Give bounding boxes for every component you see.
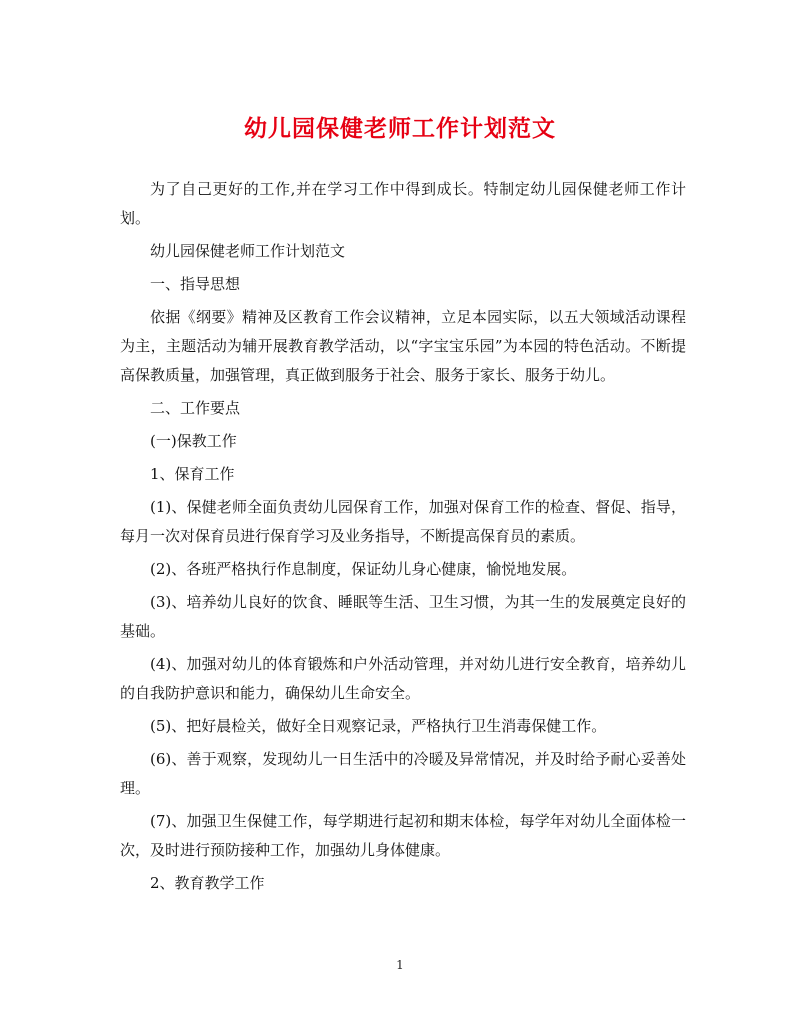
list-item-6: (6)、善于观察，发现幼儿一日生活中的冷暖及异常情况，并及时给予耐心妥善处理。 (120, 750, 686, 797)
heading-care-education: (一)保教工作 (150, 432, 237, 450)
list-item-5: (5)、把好晨检关，做好全日观察记录，严格执行卫生消毒保健工作。 (150, 717, 607, 735)
list-item-4: (4)、加强对幼儿的体育锻炼和户外活动管理，并对幼儿进行安全教育，培养幼儿的自我防护意识和能力，确保幼儿生命安全。 (120, 655, 686, 702)
paragraph-subtitle: 幼儿园保健老师工作计划范文 (150, 242, 346, 260)
list-item-3: (3)、培养幼儿良好的饮食、睡眠等生活、卫生习惯，为其一生的发展奠定良好的基础。 (120, 593, 686, 640)
paragraph-intro: 为了自己更好的工作,并在学习工作中得到成长。特制定幼儿园保健老师工作计划。 (120, 180, 686, 227)
list-item-7: (7)、加强卫生保健工作，每学期进行起初和期末体检，每学年对幼儿全面体检一次，及时进行预防接种工作，加强幼儿身体健康。 (120, 812, 686, 859)
page-number: 1 (396, 958, 404, 972)
document-body (120, 175, 686, 902)
heading-teaching-work: 2、教育教学工作 (150, 874, 265, 892)
heading-guiding-ideology: 一、指导思想 (150, 275, 241, 293)
paragraph-guiding-ideology: 依据《纲要》精神及区教育工作会议精神，立足本园实际，以五大领域活动课程为主，主题活动为辅开展教育教学活动，以“字宝宝乐园”为本园的特色活动。不断提高保教质量，加强管理，真正做到服务于社会、服务于家长、服务于幼儿。 (120, 308, 686, 384)
heading-care-work: 1、保育工作 (150, 465, 235, 483)
list-item-1: (1)、保健老师全面负责幼儿园保育工作，加强对保育工作的检查、督促、指导，每月一次对保育员进行保育学习及业务指导，不断提高保育员的素质。 (120, 498, 686, 545)
list-item-2: (2)、各班严格执行作息制度，保证幼儿身心健康，愉悦地发展。 (150, 560, 577, 578)
document-title: 幼儿园保健老师工作计划范文 (244, 115, 556, 142)
heading-work-points: 二、工作要点 (150, 399, 241, 417)
